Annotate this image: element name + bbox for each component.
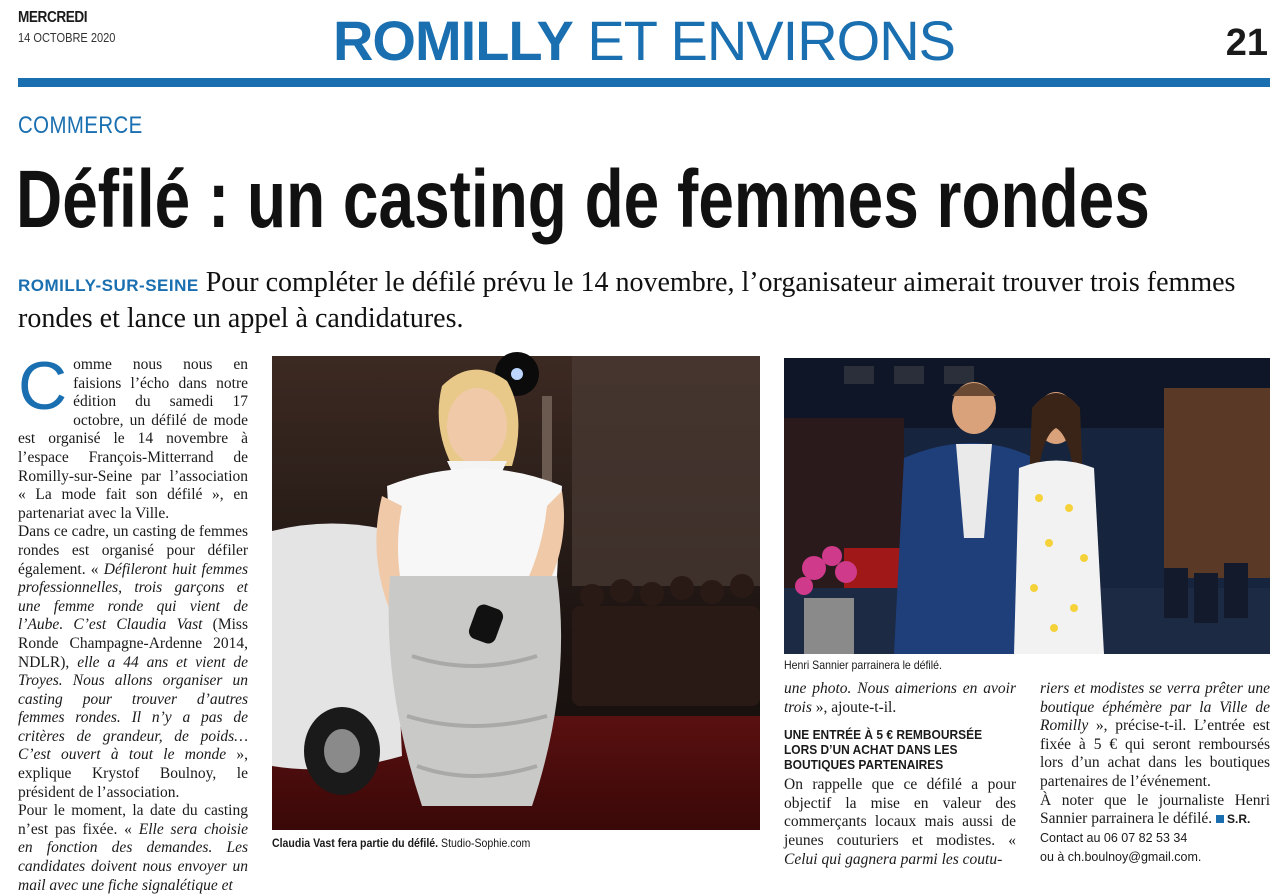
dateline: ROMILLY-SUR-SEINE xyxy=(18,276,199,295)
paragraph-3-quote: Elle sera choisie en fonction des demandes. Les candidates doivent nous envoyer un mail avec une fiche signalétique et xyxy=(18,820,248,894)
runway-photo-illustration xyxy=(272,356,760,830)
paragraph-1: omme nous nous en faisions l’écho dans notre édition du samedi 17 octobre, un défilé de mode est organisé le 14 novembre à l’espace François-Mitterrand de Romilly-sur-Seine par l’association « La mode fait son défilé », en partenariat avec la Ville. xyxy=(18,356,248,522)
column-2-text: », ajoute-t-il. xyxy=(811,698,897,716)
paragraph-2-part: Dans ce cadre, un casting de femmes rondes est organisé pour défiler également. « xyxy=(18,523,248,578)
column-2-paragraph xyxy=(784,776,1016,869)
article-lead xyxy=(18,266,1238,335)
article-column-2 xyxy=(784,680,1016,868)
signature-initials: S.R. xyxy=(1227,812,1251,827)
header-rule xyxy=(18,78,1270,87)
paragraph-2-quote: Défileront huit femmes professionnelles, trois garçons et une femme ronde qui vient de l’Aube. C’est Claudia Vast xyxy=(18,560,248,634)
drop-cap: C xyxy=(18,348,68,424)
edition-day: MERCREDI xyxy=(18,9,88,26)
paragraph-2-part: », explique Krystof Boulnoy, le président de l’association. xyxy=(18,746,248,801)
column-2-quote: une photo. Nous aimerions en avoir trois xyxy=(784,680,1016,716)
article-rubric: COMMERCE xyxy=(18,112,143,139)
photo-caption-2: Henri Sannier parrainera le défilé. xyxy=(784,658,942,672)
article-column-1 xyxy=(18,348,248,894)
contact-phone: Contact au 06 07 82 53 34 xyxy=(1040,830,1188,845)
paragraph-3-part: Pour le moment, la date du casting n’est pas fixée. « xyxy=(18,802,248,838)
paragraph-2 xyxy=(18,523,248,802)
column-3-paragraph xyxy=(1040,792,1270,829)
column-3-quote: riers et modistes se verra prêter une boutique éphémère par la Ville de Romilly xyxy=(1040,680,1270,735)
caption-1-text: Claudia Vast fera partie du défilé. xyxy=(272,836,439,850)
section-title-rest: ET ENVIRONS xyxy=(572,9,955,72)
photo-henri-sannier xyxy=(784,358,1270,654)
photo-credit: Studio-Sophie.com xyxy=(438,836,531,850)
signature-square-icon xyxy=(1216,815,1224,823)
runway-photo-illustration-2 xyxy=(784,358,1270,654)
column-3-text: À noter que le journaliste Henri Sannier parrainera le défilé. xyxy=(1040,791,1270,828)
column-2-text: On rappelle que ce défilé a pour objectif la mise en valeur des commerçants locaux mais aussi de jeunes couturiers et modistes. « xyxy=(784,776,1016,849)
page-number: 21 xyxy=(1225,22,1268,64)
lead-text: Pour compléter le défilé prévu le 14 novembre, l’organisateur aimerait trouver trois femmes rondes et lance un appel à candidatures. xyxy=(18,267,1236,334)
paragraph-2-part: (Miss Ronde Champagne-Ardenne 2014, NDLR), xyxy=(18,616,248,671)
photo-claudia-vast xyxy=(272,356,760,830)
edition-date: 14 OCTOBRE 2020 xyxy=(18,30,116,45)
column-2-paragraph xyxy=(784,680,1016,717)
contact-email: ou à ch.boulnoy@gmail.com. xyxy=(1040,849,1202,864)
section-title xyxy=(0,8,1288,74)
column-3-paragraph xyxy=(1040,680,1270,792)
column-2-quote: Celui qui gagnera parmi les coutu- xyxy=(784,850,1003,868)
column-3-text: », précise-t-il. L’entrée est fixée à 5 € qui seront remboursés lors d’un achat dans les boutiques partenaires de l’événement. xyxy=(1040,717,1270,790)
article-column-3 xyxy=(1040,680,1270,864)
author-signature xyxy=(1216,812,1250,826)
section-title-bold: ROMILLY xyxy=(332,9,573,72)
article-subhead: UNE ENTRÉE À 5 € REMBOURSÉE LORS D’UN ACHAT DANS LES BOUTIQUES PARTENAIRES xyxy=(784,727,983,773)
paragraph-2-quote: elle a 44 ans et vient de Troyes. Nous allons organiser un casting pour trouver d’autres femmes rondes. Il n’y a pas de critères de grandeur, de poids… C’est ouvert à tout le monde xyxy=(18,653,248,764)
photo-caption-1 xyxy=(272,836,530,850)
paragraph-3 xyxy=(18,802,248,895)
article-headline: Défilé : un casting de femmes rondes xyxy=(16,154,1150,245)
